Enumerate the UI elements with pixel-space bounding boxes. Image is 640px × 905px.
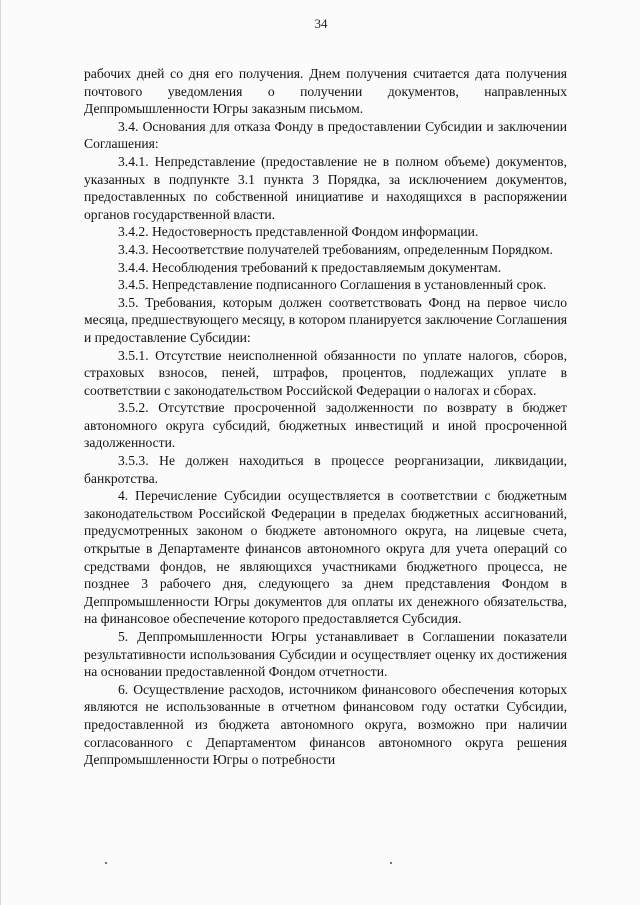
paragraph: 3.5.2. Отсутствие просроченной задолженности по возврату в бюджет автономного округа субсидий, бюджетных инвестиций и иной просроченной задолженности. <box>84 400 567 451</box>
paragraph: 3.4.4. Несоблюдения требований к предоставляемым документам. <box>118 259 502 275</box>
paragraph: 3.4.1. Непредставление (предоставление не в полном объеме) документов, указанных в подпункте 3.1 пункта 3 Порядка, за исключением документов, предоставленных по собственной инициативе и находящихся в распоряжении органов государственной власти. <box>84 153 567 222</box>
paragraph: 5. Деппромышленности Югры устанавливает в Соглашении показатели результативности использования Субсидии и осуществляет оценку их достижения на основании предоставленной Фондом отчетности. <box>84 629 567 680</box>
paragraph: 3.5. Требования, которым должен соответствовать Фонд на первое число месяца, предшествующего месяцу, в котором планируется заключение Соглашения и предоставление Субсидии: <box>84 294 567 345</box>
scan-speck <box>105 862 107 864</box>
paragraph: 3.4.5. Непредставление подписанного Соглашения в установленный срок. <box>118 277 547 293</box>
paragraph: 3.4.3. Несоответствие получателей требованиям, определенным Порядком. <box>118 241 553 257</box>
paragraph: 4. Перечисление Субсидии осуществляется в соответствии с бюджетным законодательством Российской Федерации в пределах бюджетных ассигнований, предусмотренных законом о бюджете автономного округа, на лицевые счета, открытые в Департаменте финансов автономного округа для учета операций со средствами фондов, не являющихся участниками бюджетного процесса, не позднее 3 рабочего дня, следующего за днем представления Фондом в Деппромышленности Югры документов для оплаты их денежного обязательства, на финансовое обеспечение которого предоставляется Субсидия. <box>84 488 567 627</box>
page-number: 34 <box>314 16 328 31</box>
paragraph: 3.5.3. Не должен находиться в процессе реорганизации, ликвидации, банкротства. <box>84 453 567 486</box>
paragraph: рабочих дней со дня его получения. Днем получения считается дата получения почтового уведомления о получении документов, направленных Деппромышленности Югры заказным письмом. <box>84 66 567 117</box>
paragraph: 6. Осуществление расходов, источником финансового обеспечения которых являются не использованные в отчетном финансовом году остатки Субсидии, предоставленной из бюджета автономного округа, возможно при наличии согласованного с Департаментом финансов автономного округа решения Деппромышленности Югры о потребности <box>84 681 567 768</box>
paragraph: 3.5.1. Отсутствие неисполненной обязанности по уплате налогов, сборов, страховых взносов, пеней, штрафов, процентов, подлежащих уплате в соответствии с законодательством Российской Федерации о налогах и сборах. <box>84 347 567 398</box>
paragraph: 3.4.2. Недостоверность представленной Фондом информации. <box>118 224 479 240</box>
scan-speck <box>390 862 392 864</box>
document-body <box>84 65 567 769</box>
paragraph: 3.4. Основания для отказа Фонду в предоставлении Субсидии и заключении Соглашения: <box>84 118 567 152</box>
